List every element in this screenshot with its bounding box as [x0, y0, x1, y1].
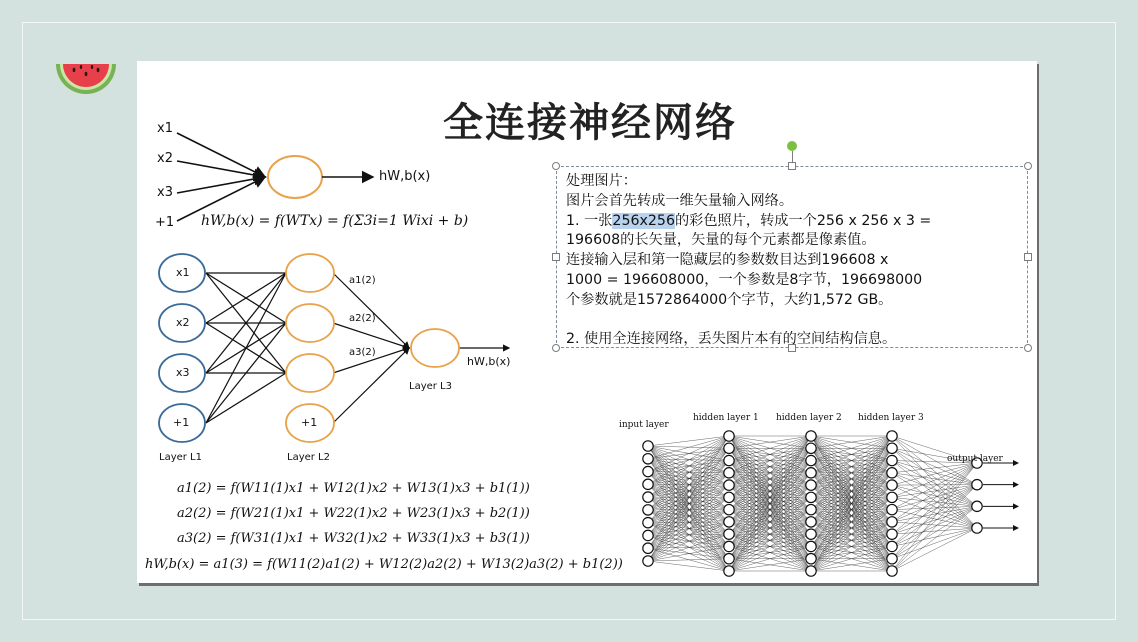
activation-label-1: a1(2): [349, 275, 376, 286]
deep-net-node: [806, 468, 816, 478]
deep-net-node: [724, 443, 734, 453]
deep-network-diagram: [137, 61, 1037, 583]
deep-net-node: [724, 468, 734, 478]
deep-net-node: [806, 517, 816, 527]
deep-net-node: [887, 504, 897, 514]
activation-label-2: a2(2): [349, 313, 376, 324]
deep-net-node: [887, 431, 897, 441]
deep-net-edge: [892, 461, 977, 507]
textbox-line-3: 196608的长矢量，矢量的每个元素都是像素值。: [566, 232, 876, 249]
deep-net-node: [643, 441, 653, 451]
deep-net-node: [724, 517, 734, 527]
deep-net-edge: [892, 463, 977, 510]
deep-net-node: [643, 543, 653, 553]
equation-output: hW,b(x) = a1(3) = f(W11(2)a1(2) + W12(2)a2(2) + W13(2)a3(2) + b1(2)): [145, 557, 623, 572]
deep-net-edge: [892, 506, 977, 534]
textbox-line-2-prefix: 1. 一张: [566, 212, 613, 229]
hidden-node-label-bias: +1: [301, 416, 318, 429]
deep-net-edge: [892, 473, 977, 485]
deep-net-edge: [892, 473, 977, 507]
deep-net-output-arrowhead: [1013, 503, 1019, 509]
deep-net-node: [806, 492, 816, 502]
input-node-label-2: x2: [176, 316, 190, 329]
perceptron-input-bias: +1: [155, 215, 175, 230]
deep-net-edge: [648, 472, 729, 571]
deep-net-edge: [648, 472, 729, 535]
perceptron-output-label: hW,b(x): [379, 169, 431, 184]
deep-net-edge: [648, 436, 729, 446]
equation-a3: a3(2) = f(W31(1)x1 + W32(1)x2 + W33(1)x3 + b3(1)): [177, 531, 530, 546]
deep-net-node: [887, 566, 897, 576]
layer-label-3: Layer L3: [409, 381, 452, 392]
deep-net-node: [806, 529, 816, 539]
deep-net-label-output: output layer: [947, 454, 1003, 464]
deep-net-output-arrowhead: [1013, 460, 1019, 466]
textbox-line-1: 图片会首先转成一维矢量输入网络。: [566, 192, 794, 209]
watermelon-icon: [54, 62, 118, 94]
deep-net-edge: [648, 436, 729, 561]
textbox-line-8: 2. 使用全连接网络，丢失图片本有的空间结构信息。: [566, 331, 897, 348]
perceptron-formula: hW,b(x) = f(WTx) = f(Σ3i=1 Wixi + b): [201, 213, 469, 229]
deep-net-node: [643, 454, 653, 464]
deep-net-node: [643, 530, 653, 540]
deep-net-node: [887, 443, 897, 453]
textbox-line-6: 个参数就是1572864000个字节，大约1,572 GB。: [566, 291, 893, 308]
layer-label-2: Layer L2: [287, 452, 330, 463]
deep-net-edge: [648, 546, 729, 561]
deep-net-node: [972, 501, 982, 511]
deep-net-node: [806, 431, 816, 441]
deep-net-node: [643, 517, 653, 527]
deep-net-node: [887, 468, 897, 478]
deep-net-edge: [648, 497, 729, 510]
deep-net-node: [887, 554, 897, 564]
equation-a2: a2(2) = f(W21(1)x1 + W22(1)x2 + W23(1)x3 + b2(1)): [177, 506, 530, 521]
deep-net-node: [806, 541, 816, 551]
textbox-line-2-suffix: 的彩色照片，转成一个256 x 256 x 3 =: [674, 212, 932, 229]
selected-text[interactable]: 256x256: [612, 212, 675, 229]
deep-net-output-arrowhead: [1013, 525, 1019, 531]
deep-net-node: [887, 529, 897, 539]
deep-net-node: [724, 455, 734, 465]
deep-net-node: [972, 479, 982, 489]
activation-label-3: a3(2): [349, 347, 376, 358]
deep-net-edge: [892, 506, 977, 571]
layer-label-1: Layer L1: [159, 452, 202, 463]
deep-net-node: [806, 480, 816, 490]
perceptron-input-x1: x1: [157, 121, 173, 136]
deep-net-edge: [648, 561, 729, 571]
deep-net-edge: [648, 446, 729, 461]
deep-net-node: [887, 480, 897, 490]
deep-net-edge: [648, 473, 729, 485]
deep-net-edge: [648, 436, 729, 459]
deep-net-node: [806, 455, 816, 465]
deep-net-node: [643, 556, 653, 566]
deep-net-node: [643, 479, 653, 489]
deep-net-edge: [648, 436, 729, 535]
deep-net-label-hidden-1: hidden layer 1: [693, 413, 759, 423]
deep-net-node: [724, 529, 734, 539]
deep-net-node: [724, 541, 734, 551]
deep-net-label-input: input layer: [619, 420, 669, 430]
network-output-label: hW,b(x): [467, 355, 511, 368]
deep-net-edge: [892, 485, 977, 571]
deep-net-edge: [892, 506, 977, 509]
textbox-line-4: 连接输入层和第一隐藏层的参数数目达到196608 x: [566, 252, 889, 269]
deep-net-node: [806, 554, 816, 564]
deep-net-node: [887, 492, 897, 502]
deep-net-node: [806, 443, 816, 453]
deep-net-edge: [648, 459, 729, 522]
deep-net-edge: [892, 528, 977, 534]
deep-net-node: [724, 480, 734, 490]
deep-net-node: [643, 505, 653, 515]
perceptron-input-x2: x2: [157, 151, 173, 166]
deep-net-node: [806, 566, 816, 576]
deep-net-node: [643, 466, 653, 476]
deep-net-node: [724, 492, 734, 502]
perceptron-input-x3: x3: [157, 185, 173, 200]
deep-net-label-hidden-3: hidden layer 3: [858, 413, 924, 423]
deep-net-output-arrowhead: [1013, 482, 1019, 488]
input-node-label-3: x3: [176, 366, 190, 379]
slide-title[interactable]: 全连接神经网络: [443, 99, 737, 146]
deep-net-node: [724, 554, 734, 564]
deep-net-node: [724, 566, 734, 576]
deep-net-node: [806, 504, 816, 514]
deep-net-edge: [892, 485, 977, 498]
deep-net-node: [643, 492, 653, 502]
deep-net-edge: [892, 463, 977, 546]
deep-net-node: [972, 523, 982, 533]
deep-net-node: [887, 455, 897, 465]
deep-net-edge: [892, 522, 977, 528]
deep-net-edge: [892, 463, 977, 571]
deep-net-edge: [892, 461, 977, 528]
deep-net-edge: [648, 459, 729, 473]
deep-net-edge: [892, 463, 977, 522]
equation-a1: a1(2) = f(W11(1)x1 + W12(1)x2 + W13(1)x3 + b1(1)): [177, 481, 530, 496]
input-node-label-1: x1: [176, 266, 190, 279]
deep-net-node: [887, 517, 897, 527]
textbox-line-5: 1000 = 196608000，一个参数是8字节，196698000: [566, 271, 923, 288]
textbox-heading: 处理图片：: [566, 173, 637, 189]
deep-net-label-hidden-2: hidden layer 2: [776, 413, 842, 423]
deep-net-edge: [648, 461, 729, 485]
slide-canvas[interactable]: [137, 61, 1037, 583]
deep-net-node: [887, 541, 897, 551]
deep-net-edge: [892, 528, 977, 571]
deep-net-node: [724, 504, 734, 514]
input-node-label-bias: +1: [173, 416, 190, 429]
deep-net-node: [724, 431, 734, 441]
